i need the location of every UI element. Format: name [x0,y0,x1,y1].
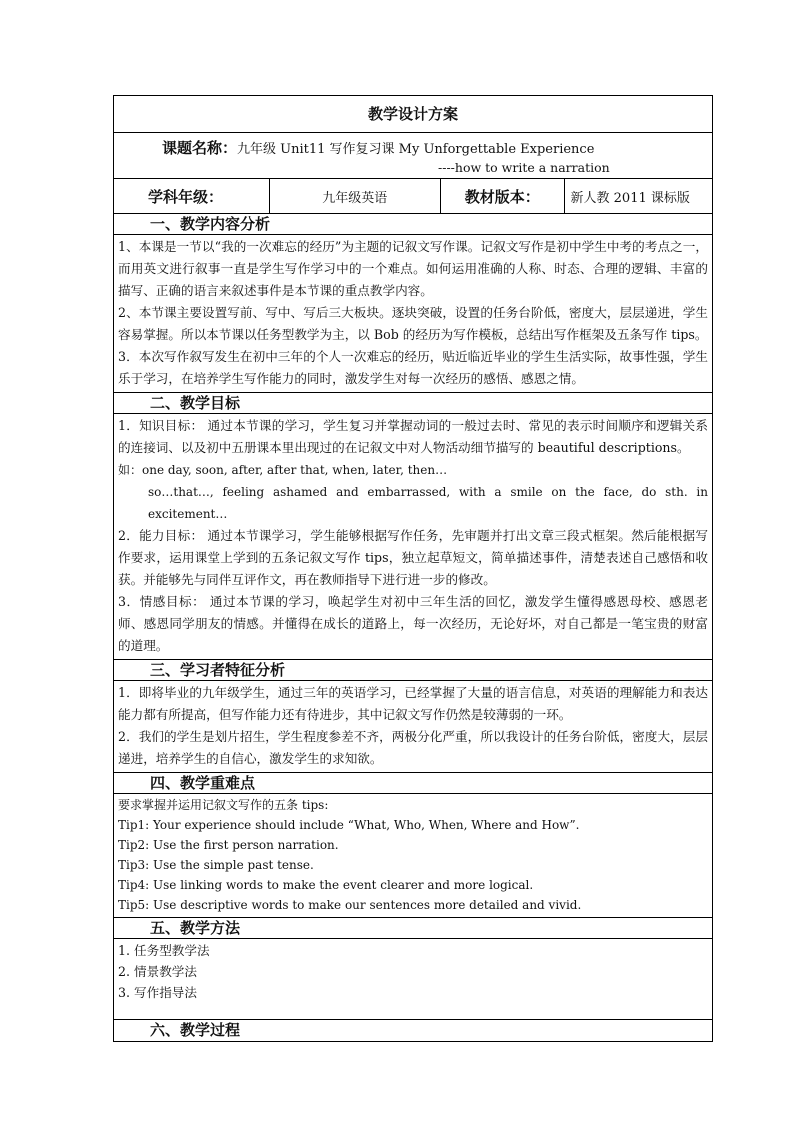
edition-label: 教材版本： [441,179,565,213]
goal-ability: 2．能力目标： 通过本节课学习，学生能够根据写作任务，先审题并打出文章三段式框架。然后能根据写作要求，运用课堂上学到的五条记叙文写作 tips，独立起草短文，简单描述事件，清楚表述自己感悟和收获。并能够先与同伴互评作文，再在教师指导下进行进一步的修改。 [118,528,708,587]
goal-example-2: so…that…, feeling ashamed and embarrassed, with a smile on the face, do sth. in excitement… [148,485,708,521]
tip-item: Tip2: Use the first person narration. [118,838,339,852]
section-body-content [114,235,712,393]
section-heading-methods: 五、教学方法 [114,918,712,939]
content-paragraph: 2、本节课主要设置写前、写中、写后三大板块。逐块突破，设置的任务台阶低，密度大，层层递进，学生容易掌握。所以本节课以任务型教学为主，以 Bob 的经历为写作模板，总结出写作框架及五条写作 tips。 [118,305,708,342]
section-body-methods [114,939,712,1020]
course-name: 九年级 Unit11 写作复习课 My Unforgettable Experience [237,142,595,157]
method-item: 2. 情景教学法 [118,964,197,979]
tip-item: Tip3: Use the simple past tense. [118,858,314,872]
method-item: 3. 写作指导法 [118,985,197,1000]
section-body-learners [114,681,712,773]
grade-value: 九年级英语 [270,179,441,213]
section-heading-content: 一、教学内容分析 [114,214,712,235]
lesson-plan-table [113,95,713,1042]
learner-paragraph: 1．即将毕业的九年级学生，通过三年的英语学习，已经掌握了大量的语言信息，对英语的理解能力和表达能力都有所提高，但写作能力还有待进步，其中记叙文写作仍然是较薄弱的一环。 [118,685,708,722]
goal-example-1: 如：one day, soon, after, after that, when, later, then… [118,463,448,477]
meta-row [114,179,712,214]
tip-item: Tip1: Your experience should include “What, Who, When, Where and How”. [118,818,580,832]
course-label: 课题名称： [162,139,238,157]
keypoints-intro: 要求掌握并运用记叙文写作的五条 tips: [118,798,329,812]
content-paragraph: 1、本课是一节以“我的一次难忘的经历”为主题的记叙文写作课。记叙文写作是初中学生中考的考点之一，而用英文进行叙事一直是学生写作学习中的一个难点。如何运用准确的人称、时态、合理的逻辑、丰富的描写、正确的语言来叙述事件是本节课的重点教学内容。 [118,239,708,298]
section-heading-keypoints: 四、教学重难点 [114,773,712,794]
course-row [114,133,712,179]
tip-item: Tip4: Use linking words to make the event clearer and more logical. [118,878,534,892]
content-paragraph: 3．本次写作叙写发生在初中三年的个人一次难忘的经历，贴近临近毕业的学生生活实际，故事性强，学生乐于学习，在培养学生写作能力的同时，激发学生对每一次经历的感悟、感恩之情。 [118,349,708,386]
section-heading-process: 六、教学过程 [150,1021,241,1039]
method-item: 1. 任务型教学法 [118,943,210,958]
section-heading-learners: 三、学习者特征分析 [114,660,712,681]
section-body-keypoints [114,794,712,918]
document-title: 教学设计方案 [114,96,712,133]
grade-label: 学科年级： [114,179,270,213]
course-subtitle: ----how to write a narration [438,160,610,175]
section-heading-goals: 二、教学目标 [114,393,712,414]
section-body-goals [114,414,712,660]
tip-item: Tip5: Use descriptive words to make our sentences more detailed and vivid. [118,898,582,912]
goal-knowledge: 1．知识目标： 通过本节课的学习，学生复习并掌握动词的一般过去时、常见的表示时间顺序和逻辑关系的连接词、以及初中五册课本里出现过的在记叙文中对人物活动细节描写的 beautiful descriptions。 [118,418,708,455]
edition-value: 新人教 2011 课标版 [570,190,690,206]
goal-emotion: 3．情感目标： 通过本节课的学习，唤起学生对初中三年生活的回忆，激发学生懂得感恩母校、感恩老师、感恩同学朋友的情感。并懂得在成长的道路上，每一次经历，无论好坏，对自己都是一笔宝贵的财富的道理。 [118,594,708,653]
learner-paragraph: 2．我们的学生是划片招生，学生程度参差不齐，两极分化严重，所以我设计的任务台阶低，密度大，层层递进，培养学生的自信心，激发学生的求知欲。 [118,729,708,766]
